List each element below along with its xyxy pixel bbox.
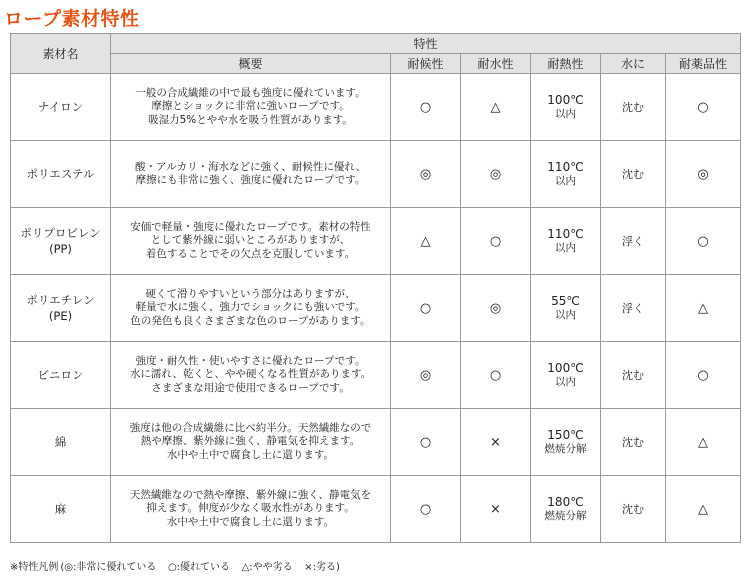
overview-line: 天然繊維なので熱や摩擦、紫外線に強く、静電気を xyxy=(129,488,372,501)
chemical-rating: ○ xyxy=(666,74,741,141)
legend-poor: ×:劣る) xyxy=(304,562,340,573)
heat-resistance xyxy=(531,74,601,141)
overview-line: 水中や土中で腐食し土に還ります。 xyxy=(166,515,335,528)
material-overview xyxy=(111,409,391,476)
legend-prefix: ※特性凡例 xyxy=(10,562,59,573)
in-water-behavior: 沈む xyxy=(601,342,666,409)
overview-line: 色の発色も良くさまざまな色のロープがあります。 xyxy=(130,314,371,327)
weather-rating: △ xyxy=(391,208,461,275)
material-name xyxy=(11,409,111,476)
material-overview xyxy=(111,342,391,409)
overview-line: 水に濡れ、乾くと、やや硬くなる性質があります。 xyxy=(129,368,372,381)
material-overview xyxy=(111,476,391,543)
heat-note: 以内 xyxy=(555,108,576,120)
header-properties: 特性 xyxy=(111,34,741,54)
chemical-rating: ○ xyxy=(666,342,741,409)
in-water-behavior: 沈む xyxy=(601,409,666,476)
waterproof-rating: △ xyxy=(461,74,531,141)
rope-properties-table xyxy=(10,33,741,543)
material-name-line: 麻 xyxy=(54,502,67,516)
material-name xyxy=(11,476,111,543)
legend-fair: △:やや劣る xyxy=(241,562,293,573)
material-name-line: ナイロン xyxy=(37,100,84,114)
material-name-line: ポリエチレン xyxy=(26,293,95,307)
material-name xyxy=(11,74,111,141)
heat-value: 100℃ xyxy=(547,93,584,107)
heat-value: 110℃ xyxy=(547,227,584,241)
heat-resistance xyxy=(531,141,601,208)
overview-line: 一般の合成繊維の中で最も強度に優れています。 xyxy=(135,86,366,99)
table-row xyxy=(11,409,741,476)
in-water-behavior: 沈む xyxy=(601,476,666,543)
weather-rating: ◎ xyxy=(391,342,461,409)
chemical-rating: △ xyxy=(666,409,741,476)
heat-value: 150℃ xyxy=(547,428,584,442)
chemical-rating: ◎ xyxy=(666,141,741,208)
overview-line: 摩擦にも非常に強く、強度に優れたロープです。 xyxy=(135,174,366,186)
overview-line: 熱や摩擦、紫外線に強く、静電気を抑えます。 xyxy=(140,435,361,448)
overview-line: 安価で軽量・強度に優れたロープです。素材の特性 xyxy=(130,220,371,233)
material-name-line: ビニロン xyxy=(37,368,84,382)
header-chemical: 耐薬品性 xyxy=(666,54,741,74)
table-row xyxy=(11,208,741,275)
table-row xyxy=(11,275,741,342)
heat-resistance xyxy=(531,275,601,342)
heat-resistance xyxy=(531,208,601,275)
heat-note: 以内 xyxy=(555,376,576,388)
heat-resistance xyxy=(531,476,601,543)
in-water-behavior: 浮く xyxy=(601,275,666,342)
chemical-rating: △ xyxy=(666,275,741,342)
table-row xyxy=(11,141,741,208)
heat-value: 180℃ xyxy=(547,495,584,509)
header-weather: 耐候性 xyxy=(391,54,461,74)
heat-resistance xyxy=(531,342,601,409)
waterproof-rating: ○ xyxy=(461,208,531,275)
overview-line: 着色することでその欠点を克服しています。 xyxy=(145,247,356,260)
chemical-rating: ○ xyxy=(666,208,741,275)
material-name-line: (PE) xyxy=(48,309,73,323)
overview-line: として紫外線に弱いところがありますが、 xyxy=(150,234,351,247)
waterproof-rating: ◎ xyxy=(461,141,531,208)
table-row xyxy=(11,342,741,409)
in-water-behavior: 浮く xyxy=(601,208,666,275)
heat-note: 以内 xyxy=(555,309,576,321)
overview-line: 抑えます。伸度が少なく吸水性があります。 xyxy=(146,502,355,515)
material-name xyxy=(11,342,111,409)
overview-line: 強度・耐久性・使いやすさに優れたロープです。 xyxy=(135,354,366,367)
waterproof-rating: × xyxy=(461,409,531,476)
material-name-line: (PP) xyxy=(49,242,72,256)
overview-line: 強度は他の合成繊維に比べ約半分。天然繊維なので xyxy=(129,421,372,434)
material-name xyxy=(11,275,111,342)
heat-value: 100℃ xyxy=(547,361,584,375)
material-overview xyxy=(111,208,391,275)
material-name-line: 綿 xyxy=(54,435,67,449)
chemical-rating: △ xyxy=(666,476,741,543)
header-row-top xyxy=(11,34,741,54)
header-waterproof: 耐水性 xyxy=(461,54,531,74)
in-water-behavior: 沈む xyxy=(601,141,666,208)
material-name-line: ポリプロピレン xyxy=(20,226,101,240)
overview-line: 硬くて滑りやすいという部分はありますが、 xyxy=(145,287,356,300)
overview-line: 摩擦とショックに非常に強いロープです。 xyxy=(151,100,350,113)
table-body xyxy=(11,74,741,543)
legend-good: ○:優れている xyxy=(167,562,231,573)
heat-value: 55℃ xyxy=(551,294,580,308)
weather-rating: ○ xyxy=(391,74,461,141)
overview-line: 酸・アルカリ・海水などに強く、耐候性に優れ、 xyxy=(135,160,366,173)
waterproof-rating: × xyxy=(461,476,531,543)
header-row-sub xyxy=(11,54,741,74)
overview-line: 吸湿力5%とやや水を吸う性質があります。 xyxy=(148,113,353,126)
weather-rating: ○ xyxy=(391,476,461,543)
header-heat: 耐熱性 xyxy=(531,54,601,74)
material-name-line: ポリエステル xyxy=(26,167,95,181)
material-name xyxy=(11,141,111,208)
heat-note: 以内 xyxy=(555,242,576,254)
header-material: 素材名 xyxy=(11,34,111,74)
material-overview xyxy=(111,275,391,342)
legend-footnote xyxy=(10,558,342,573)
material-overview xyxy=(111,74,391,141)
overview-line: 水中や土中で腐食し土に還ります。 xyxy=(166,448,335,461)
heat-note: 燃焼分解 xyxy=(544,510,587,522)
page-title: ロープ素材特性 xyxy=(4,8,140,30)
material-overview xyxy=(111,141,391,208)
heat-value: 110℃ xyxy=(547,160,584,174)
header-overview: 概要 xyxy=(111,54,391,74)
overview-line: 軽量で水に強く、強力でショックにも強いです。 xyxy=(135,301,366,314)
heat-note: 以内 xyxy=(555,175,576,187)
in-water-behavior: 沈む xyxy=(601,74,666,141)
table-row xyxy=(11,476,741,543)
legend-excellent: (◎:非常に優れている xyxy=(60,562,157,573)
waterproof-rating: ◎ xyxy=(461,275,531,342)
waterproof-rating: ○ xyxy=(461,342,531,409)
weather-rating: ◎ xyxy=(391,141,461,208)
material-name xyxy=(11,208,111,275)
overview-line: さまざまな用途で使用できるロープです。 xyxy=(151,381,350,394)
header-in-water: 水に xyxy=(601,54,666,74)
table-row xyxy=(11,74,741,141)
weather-rating: ○ xyxy=(391,409,461,476)
weather-rating: ○ xyxy=(391,275,461,342)
heat-note: 燃焼分解 xyxy=(544,443,587,455)
heat-resistance xyxy=(531,409,601,476)
